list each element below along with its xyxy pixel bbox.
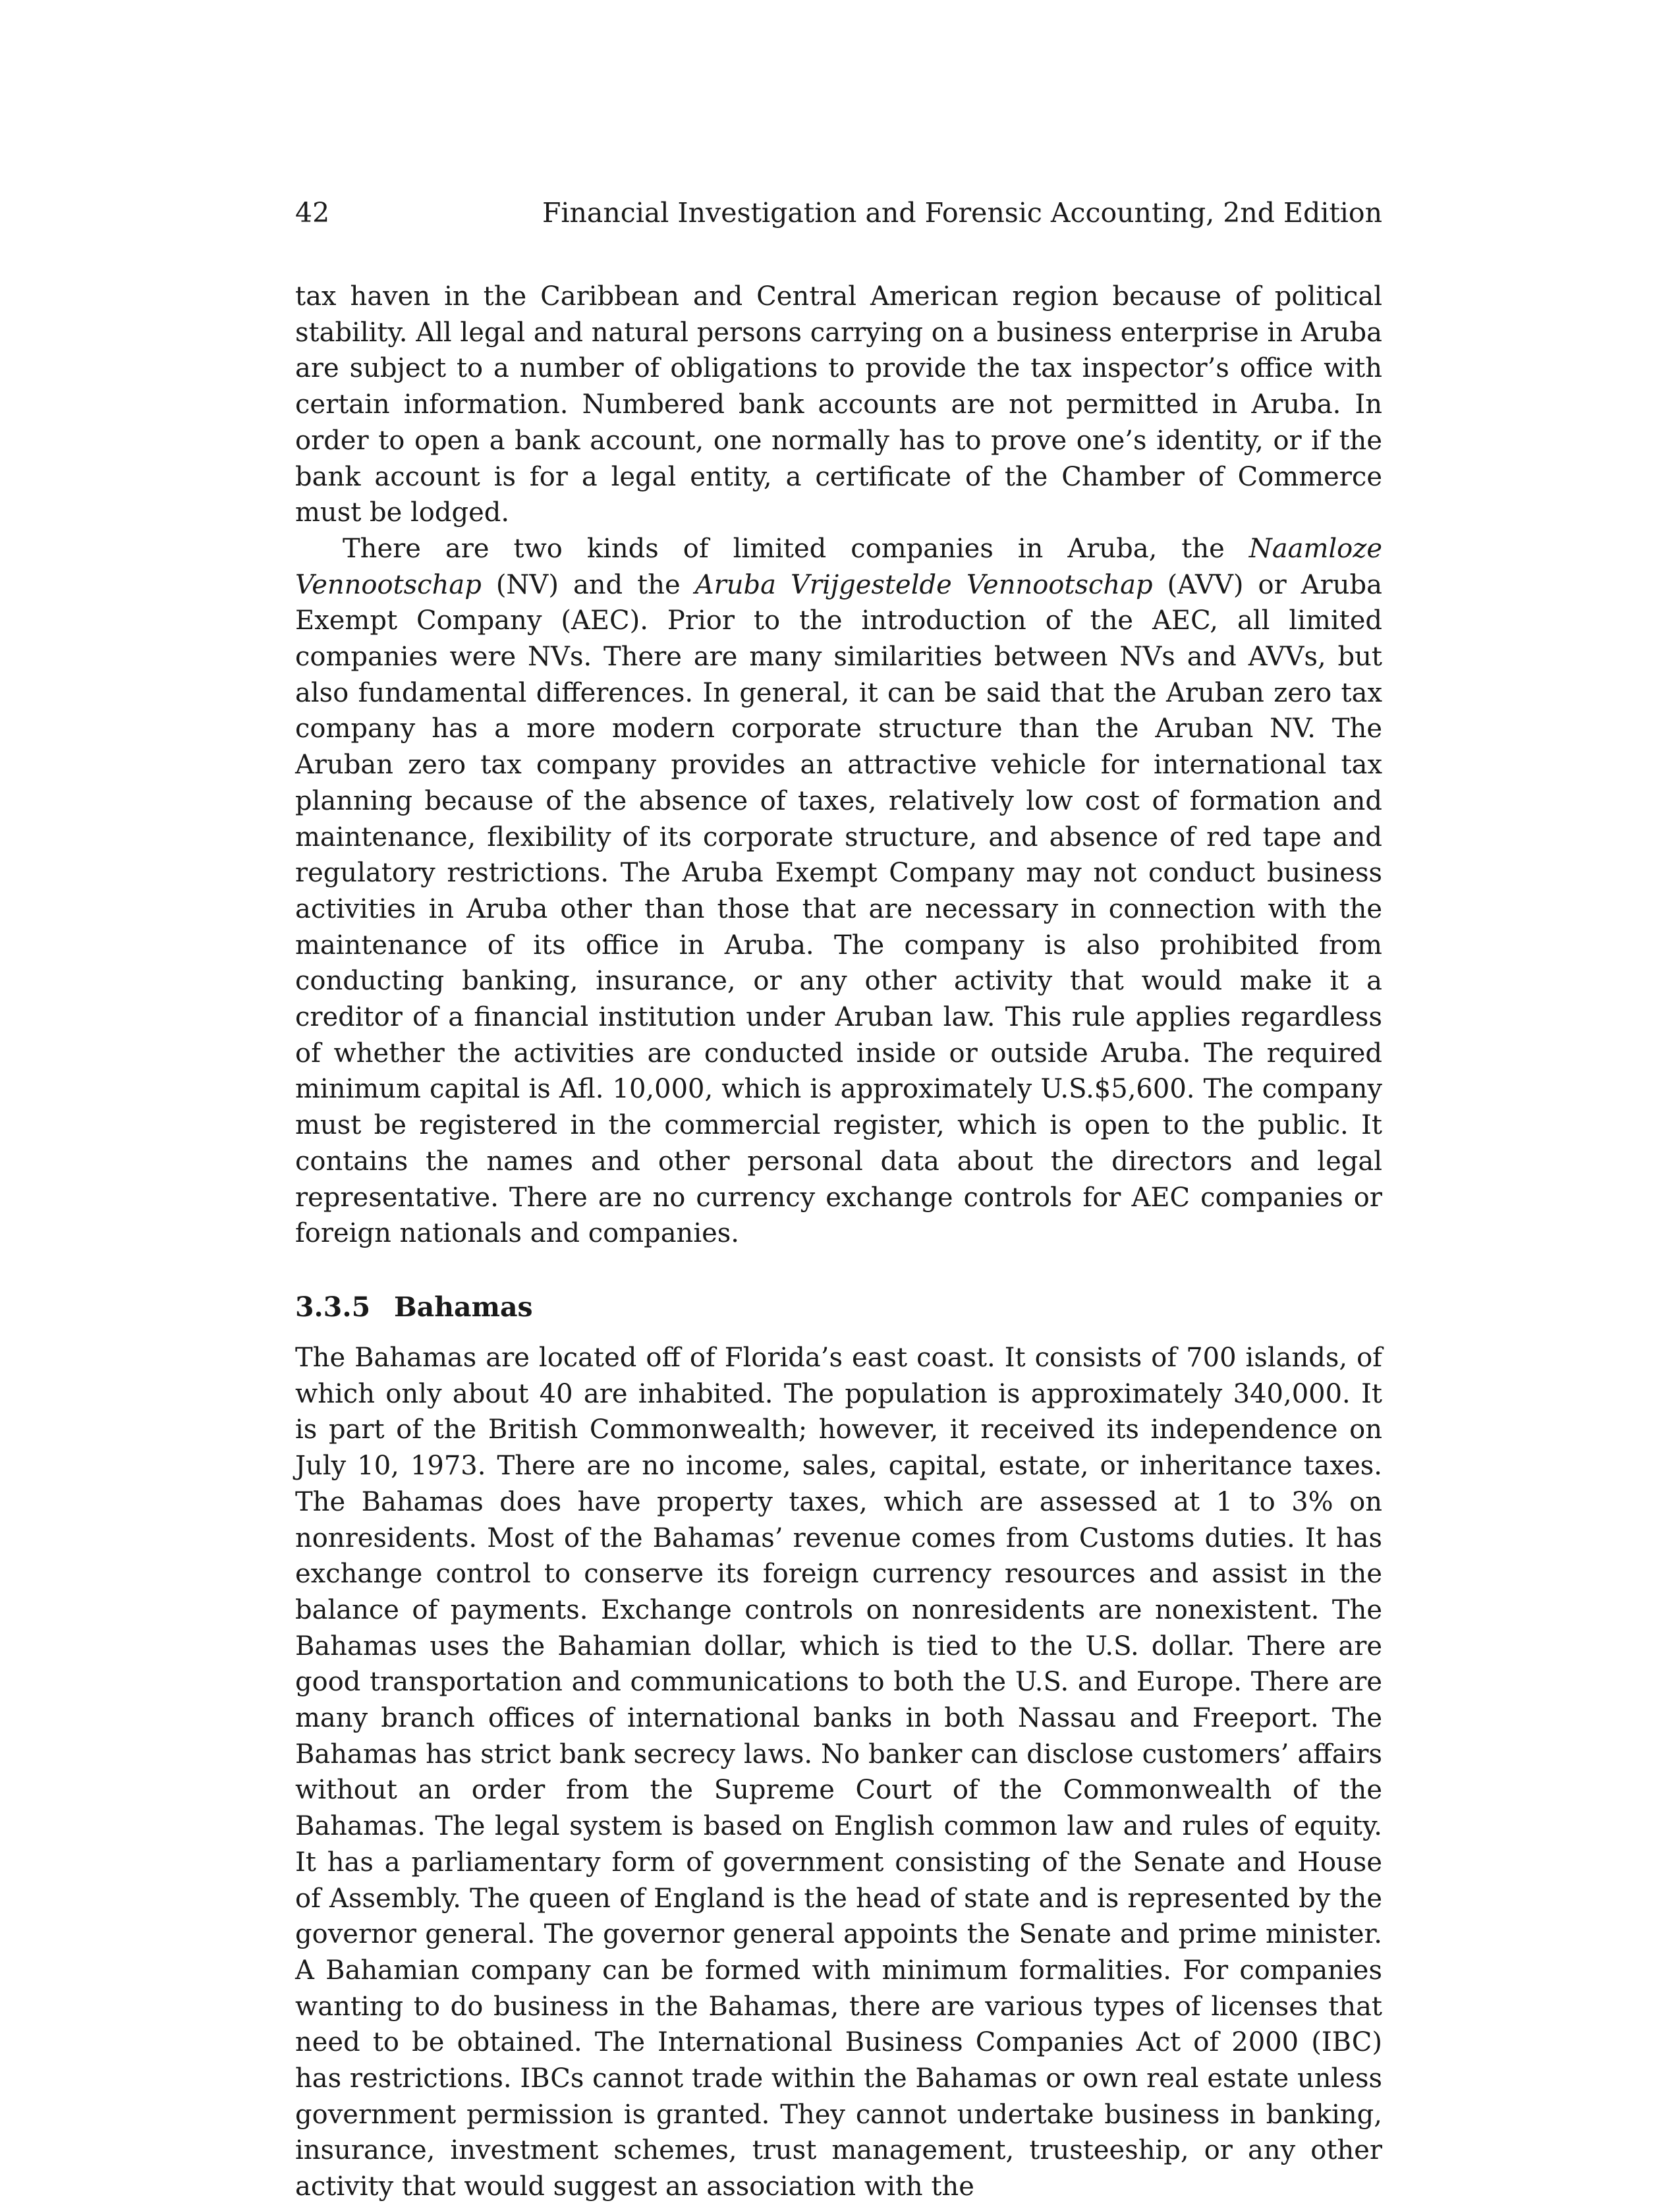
running-header-title: Financial Investigation and Forensic Accounting, 2nd Edition xyxy=(542,197,1382,229)
paragraph-aruba-companies xyxy=(295,531,1382,1252)
page-number: 42 xyxy=(295,197,330,229)
paragraph-bahamas: The Bahamas are located off of Florida’s east coast. It consists of 700 islands, of which only about 40 are inhabited. The population is approximately 340,000. It is part of the British Commonwealth; however, it received its independence on July 10, 1973. There are no income, sales, capital, estate, or inheritance taxes. The Bahamas does have property taxes, which are assessed at 1 to 3% on nonresidents. Most of the Bahamas’ revenue comes from Customs duties. It has exchange control to conserve its foreign currency resources and assist in the balance of payments. Exchange controls on nonresidents are nonexistent. The Bahamas uses the Bahamian dollar, which is tied to the U.S. dollar. There are good transportation and communications to both the U.S. and Europe. There are many branch offices of international banks in both Nassau and Freeport. The Bahamas has strict bank secrecy laws. No banker can disclose customers’ affairs without an order from the Supreme Court of the Commonwealth of the Bahamas. The legal system is based on English common law and rules of equity. It has a parliamentary form of government consisting of the Senate and House of Assembly. The queen of England is the head of state and is represented by the governor general. The governor general appoints the Senate and prime minister. A Bahamian company can be formed with minimum formalities. For companies wanting to do business in the Bahamas, there are various types of licenses that need to be obtained. The International Business Companies Act of 2000 (IBC) has restrictions. IBCs cannot trade within the Bahamas or own real estate unless government permission is granted. They cannot undertake business in banking, insurance, investment schemes, trust management, trusteeship, or any other activity that would suggest an association with the xyxy=(295,1342,1382,2202)
paragraph-aruba-banking: tax haven in the Caribbean and Central American region because of political stability. All legal and natural persons carrying on a business enterprise in Aruba are subject to a number of obligations to provide the tax inspector’s office with certain information. Numbered bank accounts are not permitted in Aruba. In order to open a bank account, one normally has to prove one’s identity, or if the bank account is for a legal entity, a certificate of the Chamber of Commerce must be lodged. xyxy=(295,281,1382,528)
paragraph-text-segment: (AVV) or Aruba Exempt Company (AEC). Prior to the introduction of the AEC, all limited companies were NVs. There are many similarities between NVs and AVVs, but also fundamental differences. In general, it can be said that the Aruban zero tax company has a more modern corporate structure than the Aruban NV. The Aruban zero tax company provides an attractive vehicle for international tax planning because of the absence of taxes, relatively low cost of formation and maintenance, flexibility of its corporate structure, and absence of red tape and regulatory restrictions. The Aruba Exempt Company may not conduct business activities in Aruba other than those that are necessary in connection with the maintenance of its office in Aruba. The company is also prohibited from conducting banking, insurance, or any other activity that would make it a creditor of a financial institution under Aruban law. This rule applies regardless of whether the activities are conducted inside or outside Aruba. The required minimum capital is Afl. 10,000, which is approximately U.S.$5,600. The company must be registered in the commercial register, which is open to the public. It contains the names and other personal data about the directors and legal representative. There are no currency exchange controls for AEC companies or foreign nationals and companies. xyxy=(295,569,1382,1249)
paragraph-text-segment: (NV) and the xyxy=(481,569,695,600)
body-text xyxy=(295,279,1382,2205)
running-header xyxy=(295,193,1382,233)
italic-term-avv: Aruba Vrijgestelde Vennootschap xyxy=(694,569,1153,600)
book-page xyxy=(295,0,1382,2202)
paragraph-text-segment: There are two kinds of limited companies in Aruba, the xyxy=(343,533,1249,564)
section-title: Bahamas xyxy=(394,1291,533,1323)
section-number: 3.3.5 xyxy=(295,1291,371,1323)
section-heading xyxy=(295,1289,1382,1326)
italic-term-nv: Naamloze Vennootschap xyxy=(295,533,1382,600)
